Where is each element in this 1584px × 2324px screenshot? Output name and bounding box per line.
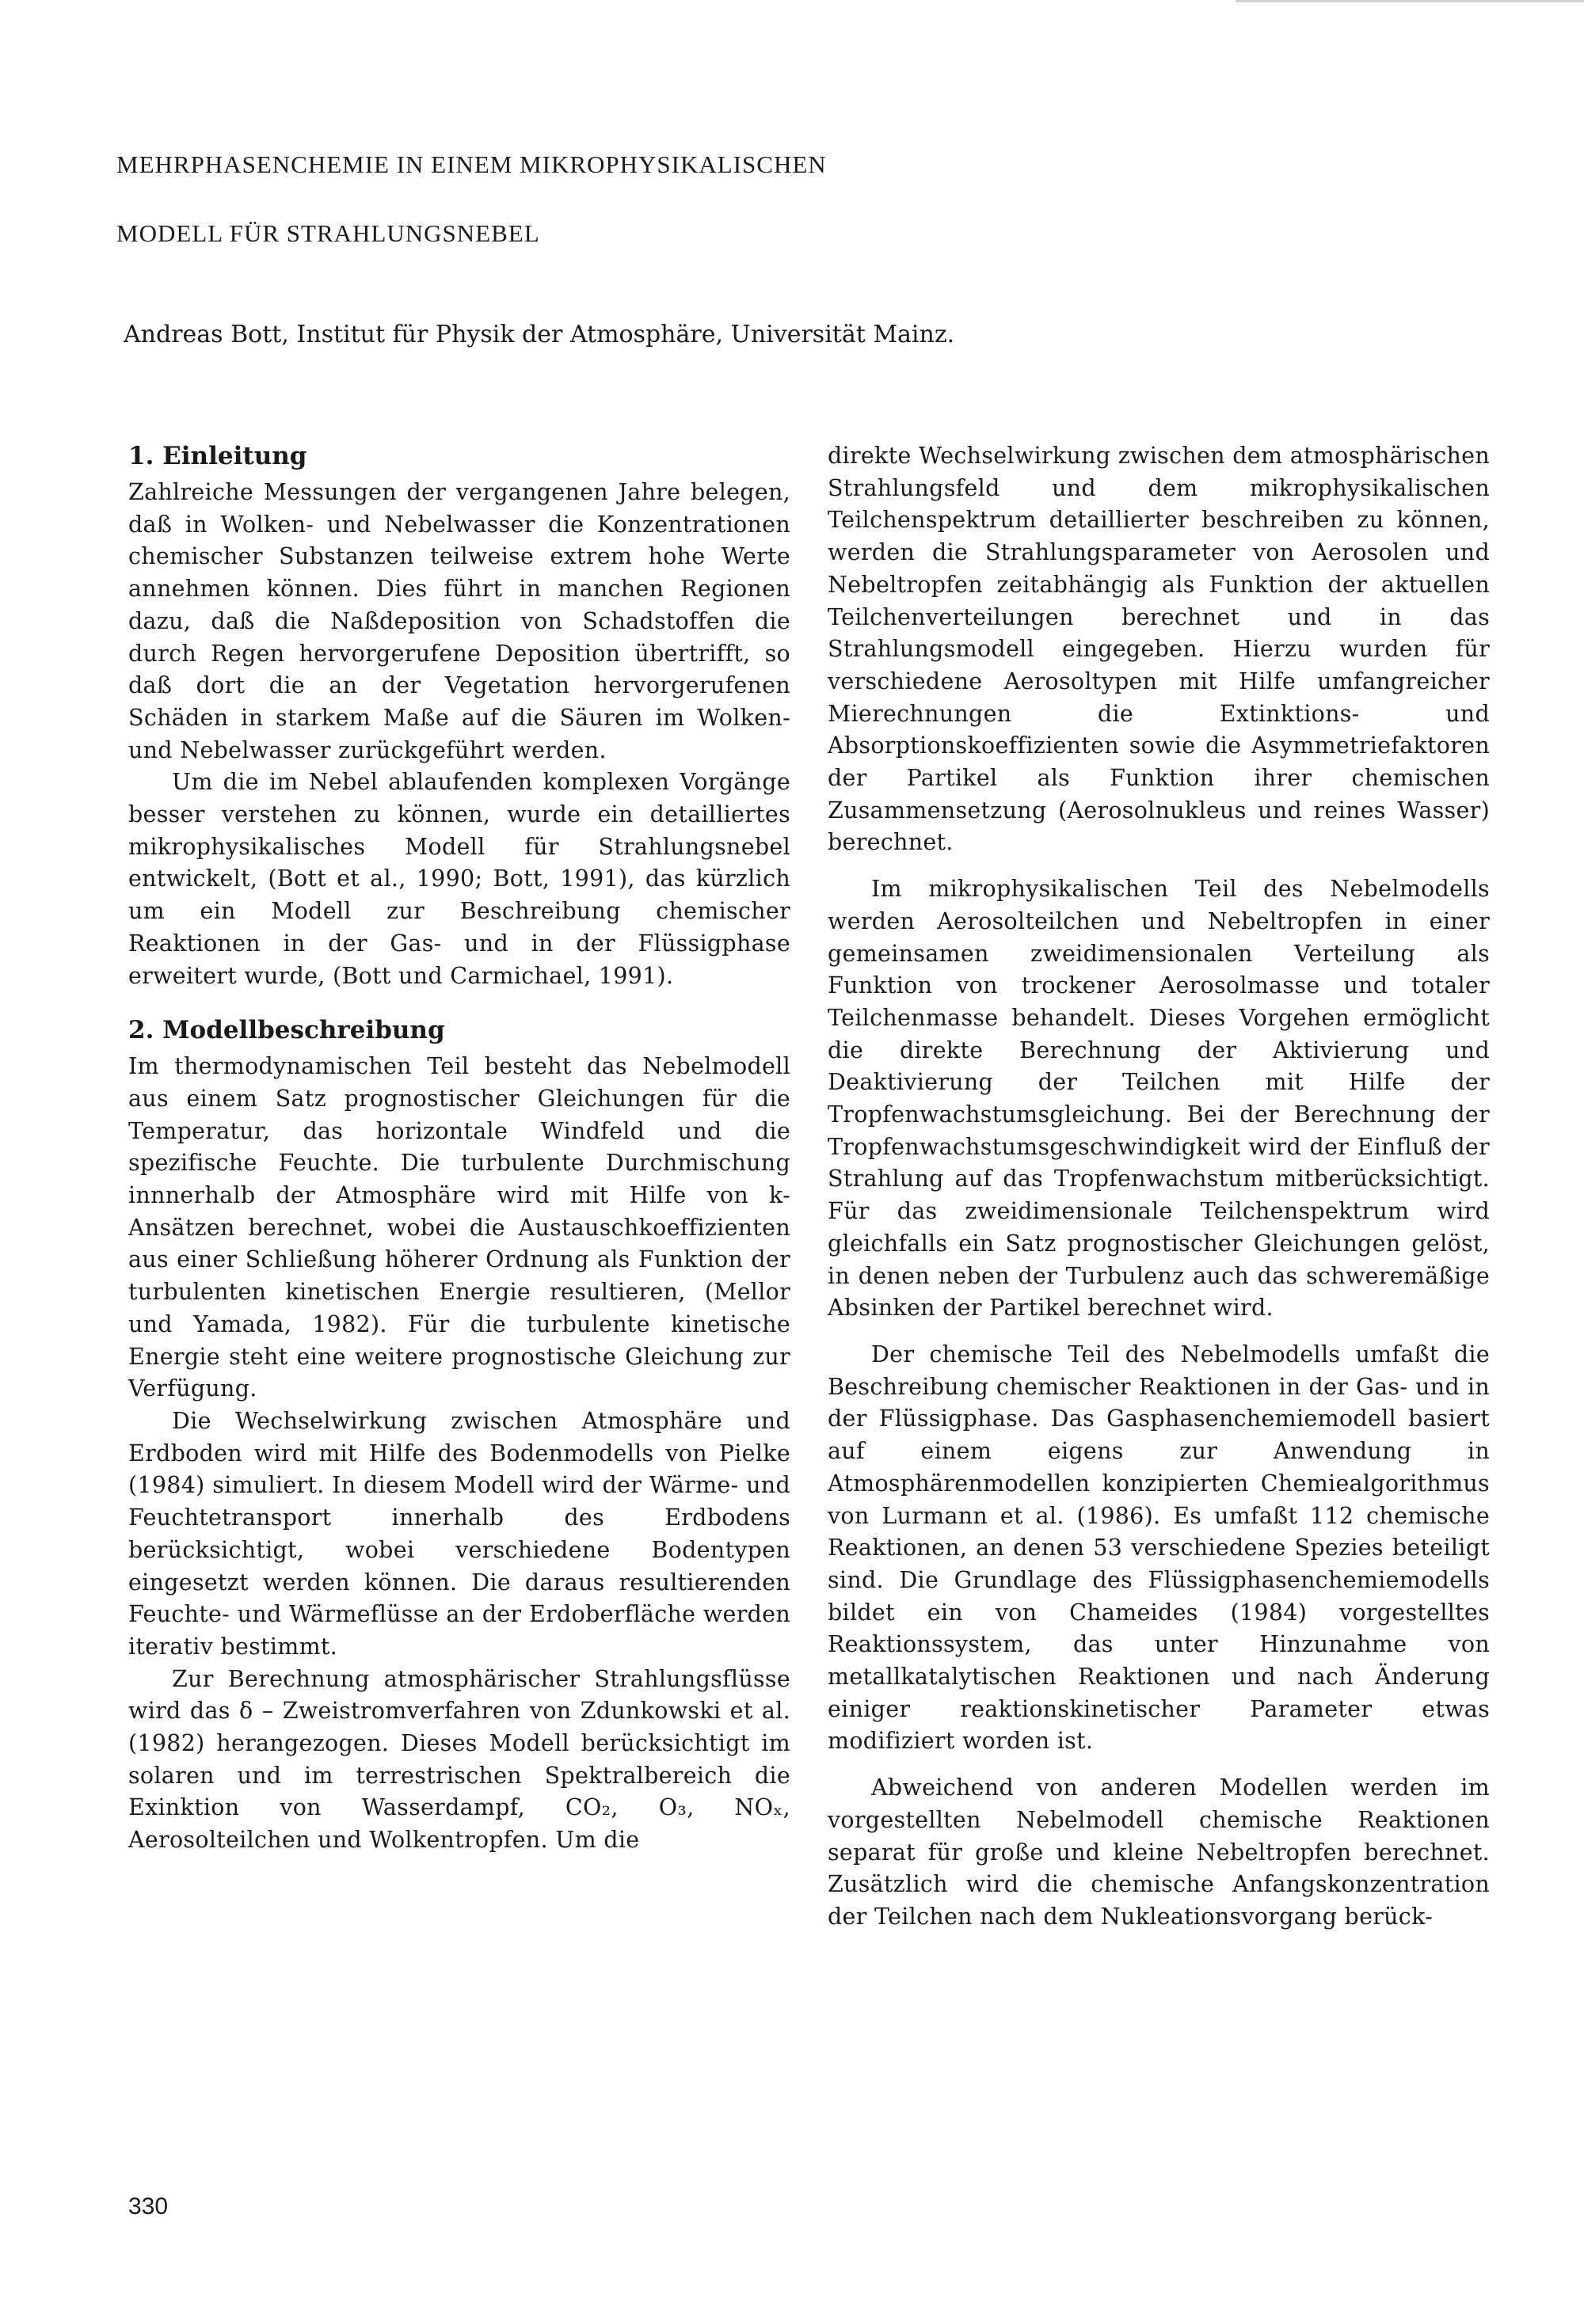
paragraph: Im thermodynamischen Teil besteht das Nebelmodell aus einem Satz prognostischer Gleichungen für die Temperatur, das horizontale Windfeld und die spezifische Feuchte. Die turbulente Durchmischung innnerhalb der Atmosphäre wird mit Hilfe von k-Ansätzen berechnet, wobei die Austauschkoeffizienten aus einer Schließung höherer Ordnung als Funktion der turbulenten kinetischen Energie resultieren, (Mellor und Yamada, 1982). Für die turbulente kinetische Energie steht eine weitere prognostische Gleichung zur Verfügung. [128,1053,790,1402]
paragraph: Zahlreiche Messungen der vergangenen Jahre belegen, daß in Wolken- und Nebelwasser die Konzentrationen chemischer Substanzen teilweise extrem hohe Werte annehmen können. Dies führt in manchen Regionen dazu, daß die Naßdeposition von Schadstoffen die durch Regen hervorgerufene Deposition übertrifft, so daß dort die an der Vegetation hervorgerufenen Schäden in starkem Maße auf die Säuren im Wolken- und Nebelwasser zurückgeführt werden. [128,479,790,763]
paragraph: Zur Berechnung atmosphärischer Strahlungsflüsse wird das δ – Zweistromverfahren von Zdunkowski et al. (1982) herangezogen. Dieses Modell berücksichtigt im solaren und im terrestrischen Spektralbereich die Exinktion von Wasserdampf, CO₂, O₃, NOₓ, Aerosolteilchen und Wolkentropfen. Um die [128,1665,790,1854]
paper-title-line-1: MEHRPHASENCHEMIE IN EINEM MIKROPHYSIKALISCHEN [116,150,827,178]
left-column [128,440,790,1857]
paragraph: Der chemische Teil des Nebelmodells umfaßt die Beschreibung chemischer Reaktionen in der Gas- und in der Flüssigphase. Das Gasphasenchemiemodell basiert auf einem eigens zur Anwendung in Atmosphärenmodellen konzipierten Chemiealgorithmus von Lurmann et al. (1986). Es umfaßt 112 chemische Reaktionen, an denen 53 verschiedene Spezies beteiligt sind. Die Grundlage des Flüssigphasenchemiemodells bildet ein von Chameides (1984) vorgestelltes Reaktionssystem, das unter Hinzunahme von metallkatalytischen Reaktionen und nach Änderung einiger reaktionskinetischer Parameter etwas modifiziert worden ist. [828,1341,1490,1755]
paragraph: direkte Wechselwirkung zwischen dem atmosphärischen Strahlungsfeld und dem mikrophysikalischen Teilchenspektrum detaillierter beschreiben zu können, werden die Strahlungsparameter von Aerosolen und Nebeltropfen zeitabhängig als Funktion der aktuellen Teilchenverteilungen berechnet und in das Strahlungsmodell eingegeben. Hierzu wurden für verschiedene Aerosoltypen mit Hilfe umfangreicher Mierechnungen die Extinktions- und Absorptionskoeffizienten sowie die Asymmetriefaktoren der Partikel als Funktion ihrer chemischen Zusammensetzung (Aerosolnukleus und reines Wasser) berechnet. [828,443,1490,856]
paragraph: Abweichend von anderen Modellen werden im vorgestellten Nebelmodell chemische Reaktionen separat für große und kleine Nebeltropfen berechnet. Zusätzlich wird die chemische Anfangskonzentration der Teilchen nach dem Nukleationsvorgang berück- [828,1774,1490,1930]
top-edge-rule [1236,0,1584,2]
paper-title-line-2: MODELL FÜR STRAHLUNGSNEBEL [116,219,540,247]
paragraph: Um die im Nebel ablaufenden komplexen Vorgänge besser verstehen zu können, wurde ein detailliertes mikrophysikalisches Modell für Strahlungsnebel entwickelt, (Bott et al., 1990; Bott, 1991), das kürzlich um ein Modell zur Beschreibung chemischer Reaktionen in der Gas- und in der Flüssigphase erweitert wurde, (Bott und Carmichael, 1991). [128,769,790,989]
author-affiliation: Andreas Bott, Institut für Physik der Atmosphäre, Universität Mainz. [124,321,955,348]
paragraph: Im mikrophysikalischen Teil des Nebelmodells werden Aerosolteilchen und Nebeltropfen in einer gemeinsamen zweidimensionalen Verteilung als Funktion von trockener Aerosolmasse und totaler Teilchenmasse behandelt. Dieses Vorgehen ermöglicht die direkte Berechnung der Aktivierung und Deaktivierung der Teilchen mit Hilfe der Tropfenwachstumsgleichung. Bei der Berechnung der Tropfenwachstumsgeschwindigkeit wird der Einfluß der Strahlung auf das Tropfenwachstum mitberücksichtigt. Für das zweidimensionale Teilchenspektrum wird gleichfalls ein Satz prognostischer Gleichungen gelöst, in denen neben der Turbulenz auch das schweremäßige Absinken der Partikel berechnet wird. [828,876,1490,1322]
section-heading-modellbeschreibung: 2. Modellbeschreibung [128,1016,445,1045]
page-number: 330 [128,2193,169,2219]
section-heading-einleitung: 1. Einleitung [128,442,307,470]
paragraph: Die Wechselwirkung zwischen Atmosphäre und Erdboden wird mit Hilfe des Bodenmodells von Pielke (1984) simuliert. In diesem Modell wird der Wärme- und Feuchtetransport innerhalb des Erdbodens berücksichtigt, wobei verschiedene Bodentypen eingesetzt werden können. Die daraus resultierenden Feuchte- und Wärmeflüsse an der Erdoberfläche werden iterativ bestimmt. [128,1407,790,1660]
right-column [828,440,1490,1934]
